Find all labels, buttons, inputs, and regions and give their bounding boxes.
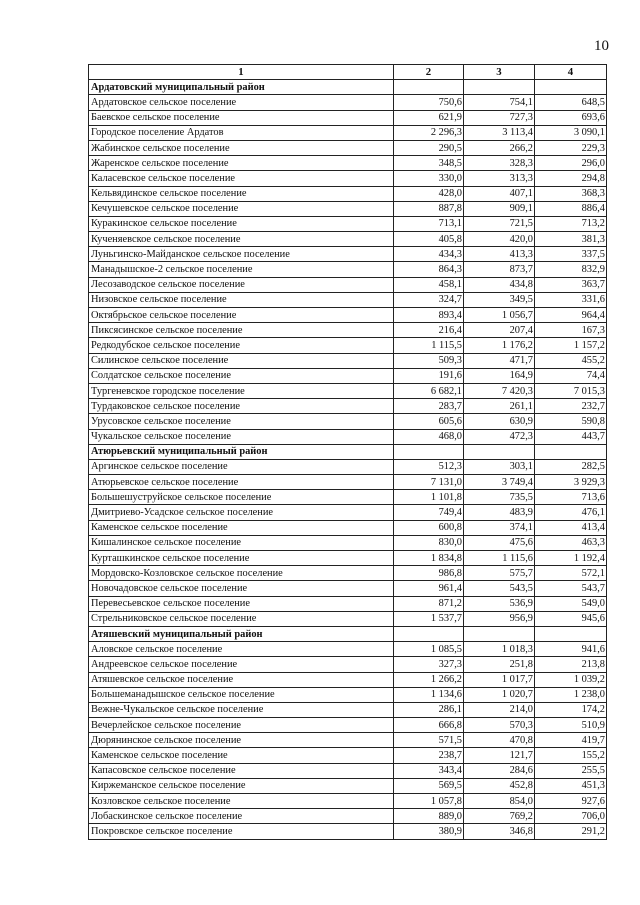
- table-row: [89, 733, 607, 748]
- settlement-name: Каменское сельское поселение: [89, 748, 394, 763]
- value-col-2: 893,4: [394, 308, 464, 323]
- empty-cell: [535, 626, 607, 641]
- table-row: [89, 596, 607, 611]
- table-row: [89, 95, 607, 110]
- value-col-4: 7 015,3: [535, 383, 607, 398]
- table-row: [89, 475, 607, 490]
- table-row: [89, 383, 607, 398]
- table-header-row: [89, 65, 607, 80]
- value-col-4: 294,8: [535, 171, 607, 186]
- value-col-4: 706,0: [535, 809, 607, 824]
- value-col-4: 572,1: [535, 566, 607, 581]
- value-col-3: 164,9: [464, 368, 535, 383]
- value-col-3: 483,9: [464, 505, 535, 520]
- value-col-2: 749,4: [394, 505, 464, 520]
- value-col-3: 452,8: [464, 778, 535, 793]
- empty-cell: [394, 626, 464, 641]
- value-col-2: 434,3: [394, 247, 464, 262]
- value-col-3: 266,2: [464, 140, 535, 155]
- section-header-row: [89, 444, 607, 459]
- value-col-3: 470,8: [464, 733, 535, 748]
- settlement-name: Куракинское сельское поселение: [89, 216, 394, 231]
- section-header-row: [89, 626, 607, 641]
- value-col-4: 927,6: [535, 794, 607, 809]
- value-col-4: 543,7: [535, 581, 607, 596]
- value-col-2: 1 134,6: [394, 687, 464, 702]
- table-row: [89, 824, 607, 839]
- value-col-2: 1 115,5: [394, 338, 464, 353]
- table-row: [89, 338, 607, 353]
- value-col-4: 713,6: [535, 490, 607, 505]
- value-col-3: 471,7: [464, 353, 535, 368]
- settlement-name: Урусовское сельское поселение: [89, 414, 394, 429]
- value-col-4: 174,2: [535, 702, 607, 717]
- district-title: Атяшевский муниципальный район: [89, 626, 394, 641]
- table-row: [89, 657, 607, 672]
- settlement-name: Покровское сельское поселение: [89, 824, 394, 839]
- value-col-3: 407,1: [464, 186, 535, 201]
- value-col-4: 443,7: [535, 429, 607, 444]
- value-col-4: 713,2: [535, 216, 607, 231]
- value-col-3: 261,1: [464, 399, 535, 414]
- value-col-3: 121,7: [464, 748, 535, 763]
- value-col-4: 363,7: [535, 277, 607, 292]
- settlement-name: Редкодубское сельское поселение: [89, 338, 394, 353]
- value-col-3: 909,1: [464, 201, 535, 216]
- value-col-4: 155,2: [535, 748, 607, 763]
- empty-cell: [535, 80, 607, 95]
- value-col-3: 1 115,6: [464, 551, 535, 566]
- value-col-2: 405,8: [394, 232, 464, 247]
- settlement-name: Козловское сельское поселение: [89, 794, 394, 809]
- settlement-name: Кельвядинское сельское поселение: [89, 186, 394, 201]
- value-col-4: 693,6: [535, 110, 607, 125]
- table-row: [89, 277, 607, 292]
- settlement-name: Большеманадышское сельское поселение: [89, 687, 394, 702]
- value-col-2: 286,1: [394, 702, 464, 717]
- value-col-4: 331,6: [535, 292, 607, 307]
- empty-cell: [394, 444, 464, 459]
- settlement-name: Стрельниковское сельское поселение: [89, 611, 394, 626]
- value-col-4: 213,8: [535, 657, 607, 672]
- value-col-2: 343,4: [394, 763, 464, 778]
- table-row: [89, 414, 607, 429]
- settlement-name: Андреевское сельское поселение: [89, 657, 394, 672]
- table-row: [89, 140, 607, 155]
- value-col-2: 327,3: [394, 657, 464, 672]
- value-col-3: 303,1: [464, 459, 535, 474]
- settlement-name: Дмитриево-Усадское сельское поселение: [89, 505, 394, 520]
- table-row: [89, 399, 607, 414]
- value-col-3: 251,8: [464, 657, 535, 672]
- settlement-name: Луньгинско-Майданское сельское поселение: [89, 247, 394, 262]
- value-col-3: 630,9: [464, 414, 535, 429]
- table-row: [89, 794, 607, 809]
- table-body: [89, 80, 607, 839]
- value-col-2: 600,8: [394, 520, 464, 535]
- value-col-3: 735,5: [464, 490, 535, 505]
- settlement-name: Манадышское-2 сельское поселение: [89, 262, 394, 277]
- value-col-4: 1 192,4: [535, 551, 607, 566]
- settlement-name: Дюрянинское сельское поселение: [89, 733, 394, 748]
- value-col-4: 3 090,1: [535, 125, 607, 140]
- table-row: [89, 672, 607, 687]
- value-col-2: 1 057,8: [394, 794, 464, 809]
- value-col-2: 468,0: [394, 429, 464, 444]
- value-col-4: 229,3: [535, 140, 607, 155]
- settlement-name: Кишалинское сельское поселение: [89, 535, 394, 550]
- empty-cell: [394, 80, 464, 95]
- value-col-2: 238,7: [394, 748, 464, 763]
- table-row: [89, 171, 607, 186]
- table-row: [89, 125, 607, 140]
- value-col-3: 721,5: [464, 216, 535, 231]
- value-col-2: 1 266,2: [394, 672, 464, 687]
- settlement-name: Вечерлейское сельское поселение: [89, 718, 394, 733]
- settlement-name: Турдаковское сельское поселение: [89, 399, 394, 414]
- value-col-2: 871,2: [394, 596, 464, 611]
- value-col-4: 590,8: [535, 414, 607, 429]
- value-col-4: 368,3: [535, 186, 607, 201]
- settlement-name: Октябрьское сельское поселение: [89, 308, 394, 323]
- settlement-name: Капасовское сельское поселение: [89, 763, 394, 778]
- settlement-name: Киржеманское сельское поселение: [89, 778, 394, 793]
- table-row: [89, 262, 607, 277]
- table-row: [89, 216, 607, 231]
- table-row: [89, 353, 607, 368]
- settlement-name: Солдатское сельское поселение: [89, 368, 394, 383]
- value-col-4: 291,2: [535, 824, 607, 839]
- table-row: [89, 581, 607, 596]
- value-col-4: 648,5: [535, 95, 607, 110]
- value-col-4: 232,7: [535, 399, 607, 414]
- value-col-3: 1 017,7: [464, 672, 535, 687]
- page-number: 10: [594, 38, 609, 54]
- district-title: Ардатовский муниципальный район: [89, 80, 394, 95]
- value-col-2: 458,1: [394, 277, 464, 292]
- value-col-4: 282,5: [535, 459, 607, 474]
- value-col-2: 509,3: [394, 353, 464, 368]
- value-col-3: 420,0: [464, 232, 535, 247]
- value-col-2: 571,5: [394, 733, 464, 748]
- table-row: [89, 748, 607, 763]
- table-row: [89, 323, 607, 338]
- settlement-name: Городское поселение Ардатов: [89, 125, 394, 140]
- value-col-2: 864,3: [394, 262, 464, 277]
- value-col-2: 889,0: [394, 809, 464, 824]
- value-col-3: 284,6: [464, 763, 535, 778]
- settlement-name: Аргинское сельское поселение: [89, 459, 394, 474]
- settlement-name: Силинское сельское поселение: [89, 353, 394, 368]
- settlement-name: Атяшевское сельское поселение: [89, 672, 394, 687]
- value-col-2: 512,3: [394, 459, 464, 474]
- value-col-2: 569,5: [394, 778, 464, 793]
- table-row: [89, 566, 607, 581]
- value-col-4: 1 157,2: [535, 338, 607, 353]
- settlement-name: Курташкинское сельское поселение: [89, 551, 394, 566]
- table-row: [89, 778, 607, 793]
- value-col-3: 374,1: [464, 520, 535, 535]
- empty-cell: [535, 444, 607, 459]
- value-col-3: 873,7: [464, 262, 535, 277]
- settlement-name: Аловское сельское поселение: [89, 642, 394, 657]
- value-col-2: 324,7: [394, 292, 464, 307]
- value-col-3: 769,2: [464, 809, 535, 824]
- settlement-name: Пиксясинское сельское поселение: [89, 323, 394, 338]
- value-col-4: 463,3: [535, 535, 607, 550]
- value-col-3: 434,8: [464, 277, 535, 292]
- settlement-name: Низовское сельское поселение: [89, 292, 394, 307]
- table-row: [89, 505, 607, 520]
- value-col-2: 283,7: [394, 399, 464, 414]
- value-col-2: 713,1: [394, 216, 464, 231]
- table-row: [89, 232, 607, 247]
- value-col-4: 451,3: [535, 778, 607, 793]
- district-title: Атюрьевский муниципальный район: [89, 444, 394, 459]
- value-col-2: 887,8: [394, 201, 464, 216]
- table-row: [89, 156, 607, 171]
- value-col-3: 472,3: [464, 429, 535, 444]
- empty-cell: [464, 626, 535, 641]
- value-col-2: 605,6: [394, 414, 464, 429]
- settlement-name: Вежне-Чукальское сельское поселение: [89, 702, 394, 717]
- value-col-3: 575,7: [464, 566, 535, 581]
- value-col-3: 313,3: [464, 171, 535, 186]
- table-row: [89, 520, 607, 535]
- table-row: [89, 186, 607, 201]
- value-col-3: 570,3: [464, 718, 535, 733]
- table-row: [89, 687, 607, 702]
- value-col-3: 328,3: [464, 156, 535, 171]
- value-col-4: 476,1: [535, 505, 607, 520]
- settlement-name: Новочадовское сельское поселение: [89, 581, 394, 596]
- empty-cell: [464, 80, 535, 95]
- value-col-3: 543,5: [464, 581, 535, 596]
- table-row: [89, 247, 607, 262]
- value-col-2: 1 085,5: [394, 642, 464, 657]
- value-col-3: 536,9: [464, 596, 535, 611]
- header-col-1: 1: [89, 65, 394, 80]
- value-col-3: 207,4: [464, 323, 535, 338]
- value-col-4: 296,0: [535, 156, 607, 171]
- value-col-2: 830,0: [394, 535, 464, 550]
- settlement-name: Мордовско-Козловское сельское поселение: [89, 566, 394, 581]
- table-row: [89, 535, 607, 550]
- settlement-name: Лобаскинское сельское поселение: [89, 809, 394, 824]
- value-col-2: 7 131,0: [394, 475, 464, 490]
- empty-cell: [464, 444, 535, 459]
- table-row: [89, 201, 607, 216]
- value-col-2: 330,0: [394, 171, 464, 186]
- settlement-name: Чукальское сельское поселение: [89, 429, 394, 444]
- value-col-4: 886,4: [535, 201, 607, 216]
- section-header-row: [89, 80, 607, 95]
- value-col-4: 945,6: [535, 611, 607, 626]
- value-col-2: 290,5: [394, 140, 464, 155]
- settlement-name: Кученяевское сельское поселение: [89, 232, 394, 247]
- value-col-4: 510,9: [535, 718, 607, 733]
- header-col-4: 4: [535, 65, 607, 80]
- value-col-4: 419,7: [535, 733, 607, 748]
- table-row: [89, 642, 607, 657]
- settlement-name: Каменское сельское поселение: [89, 520, 394, 535]
- settlement-name: Баевское сельское поселение: [89, 110, 394, 125]
- value-col-2: 1 537,7: [394, 611, 464, 626]
- value-col-2: 428,0: [394, 186, 464, 201]
- value-col-2: 961,4: [394, 581, 464, 596]
- value-col-4: 941,6: [535, 642, 607, 657]
- settlement-name: Лесозаводское сельское поселение: [89, 277, 394, 292]
- settlement-name: Кечушевское сельское поселение: [89, 201, 394, 216]
- value-col-3: 956,9: [464, 611, 535, 626]
- table-row: [89, 809, 607, 824]
- value-col-4: 832,9: [535, 262, 607, 277]
- value-col-4: 381,3: [535, 232, 607, 247]
- value-col-3: 1 056,7: [464, 308, 535, 323]
- table-row: [89, 110, 607, 125]
- table-row: [89, 368, 607, 383]
- value-col-3: 7 420,3: [464, 383, 535, 398]
- table-row: [89, 490, 607, 505]
- table-row: [89, 611, 607, 626]
- settlement-name: Каласевское сельское поселение: [89, 171, 394, 186]
- table-row: [89, 429, 607, 444]
- value-col-4: 1 238,0: [535, 687, 607, 702]
- value-col-3: 1 176,2: [464, 338, 535, 353]
- value-col-4: 74,4: [535, 368, 607, 383]
- settlement-name: Жаренское сельское поселение: [89, 156, 394, 171]
- table-row: [89, 718, 607, 733]
- value-col-2: 986,8: [394, 566, 464, 581]
- value-col-3: 3 749,4: [464, 475, 535, 490]
- value-col-2: 621,9: [394, 110, 464, 125]
- value-col-2: 6 682,1: [394, 383, 464, 398]
- settlement-name: Жабинское сельское поселение: [89, 140, 394, 155]
- value-col-4: 167,3: [535, 323, 607, 338]
- table-row: [89, 551, 607, 566]
- value-col-4: 455,2: [535, 353, 607, 368]
- value-col-3: 475,6: [464, 535, 535, 550]
- value-col-2: 216,4: [394, 323, 464, 338]
- value-col-2: 1 834,8: [394, 551, 464, 566]
- value-col-4: 964,4: [535, 308, 607, 323]
- settlement-name: Тургеневское городское поселение: [89, 383, 394, 398]
- settlement-name: Ардатовское сельское поселение: [89, 95, 394, 110]
- value-col-3: 214,0: [464, 702, 535, 717]
- value-col-3: 3 113,4: [464, 125, 535, 140]
- settlement-name: Перевесьевское сельское поселение: [89, 596, 394, 611]
- value-col-4: 255,5: [535, 763, 607, 778]
- value-col-4: 549,0: [535, 596, 607, 611]
- header-col-3: 3: [464, 65, 535, 80]
- value-col-3: 1 018,3: [464, 642, 535, 657]
- value-col-4: 1 039,2: [535, 672, 607, 687]
- value-col-2: 380,9: [394, 824, 464, 839]
- value-col-3: 413,3: [464, 247, 535, 262]
- value-col-4: 337,5: [535, 247, 607, 262]
- header-col-2: 2: [394, 65, 464, 80]
- value-col-2: 1 101,8: [394, 490, 464, 505]
- value-col-2: 191,6: [394, 368, 464, 383]
- value-col-2: 750,6: [394, 95, 464, 110]
- table-row: [89, 308, 607, 323]
- value-col-4: 3 929,3: [535, 475, 607, 490]
- table-row: [89, 763, 607, 778]
- value-col-3: 1 020,7: [464, 687, 535, 702]
- settlement-name: Большешуструйское сельское поселение: [89, 490, 394, 505]
- table-row: [89, 292, 607, 307]
- budget-table: [88, 64, 607, 840]
- table-row: [89, 459, 607, 474]
- value-col-3: 727,3: [464, 110, 535, 125]
- value-col-2: 2 296,3: [394, 125, 464, 140]
- value-col-3: 854,0: [464, 794, 535, 809]
- value-col-3: 346,8: [464, 824, 535, 839]
- value-col-3: 754,1: [464, 95, 535, 110]
- value-col-4: 413,4: [535, 520, 607, 535]
- value-col-2: 348,5: [394, 156, 464, 171]
- value-col-2: 666,8: [394, 718, 464, 733]
- value-col-3: 349,5: [464, 292, 535, 307]
- settlement-name: Атюрьевское сельское поселение: [89, 475, 394, 490]
- table-row: [89, 702, 607, 717]
